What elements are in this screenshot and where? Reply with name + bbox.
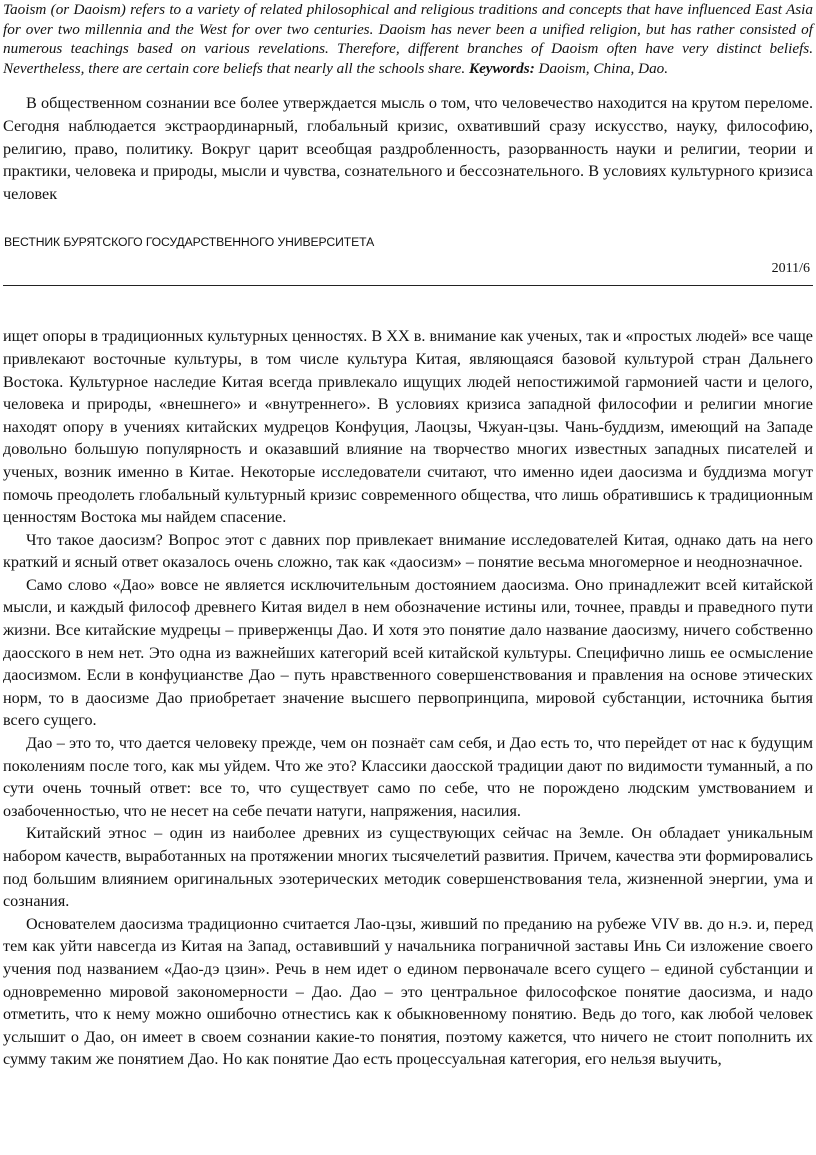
- paragraph-continuation: ищет опоры в традиционных культурных ценностях. В XX в. внимание как ученых, так и «простых людей» все чаще привлекают восточные культуры, в том числе культура Китая, являющаяся базовой культурой стран Дальнего Востока. Культурное наследие Китая всегда привлекало ищущих людей непостижимой гармонией части и целого, человека и природы, «внешнего» и «внутреннего». В условиях кризиса западной философии и религии многие находят опору в учениях китайских мудрецов Конфуция, Лаоцзы, Чжуан-цзы. Чань-буддизм, имеющий на Западе довольно большую популярность и оказавший влияние на творчество многих известных западных писателей и ученых, возник именно в Китае. Некоторые исследователи считают, что именно идеи даосизма и буддизма могут помочь преодолеть глобальный культурный кризис современного общества, что лишь обратившись к традиционным ценностям Востока мы найдем спасение.: [3, 327, 813, 527]
- paragraph-what-is-daoism: Что такое даосизм? Вопрос этот с давних пор привлекает внимание исследователей Китая, однако дать на него краткий и ясный ответ оказалось очень сложно, так как «даосизм» – понятие весьма многомерное и неоднозначное.: [3, 530, 813, 572]
- paragraph-dao-given: Дао – это то, что дается человеку прежде, чем он познаёт сам себя, и Дао есть то, что перейдет от нас к будущим поколениям после того, как мы уйдем. Что же это? Классики даосской традиции дают по видимости туманный, а по сути очень точный ответ: все то, что существует само по себе, что не порождено людским умствованием и озабоченностью, что не несет на себе печати натуги, напряжения, насилия.: [3, 734, 813, 820]
- header-divider: [3, 285, 813, 286]
- intro-paragraph: В общественном сознании все более утверждается мысль о том, что человечество находится на крутом переломе. Сегодня наблюдается экстраординарный, глобальный кризис, охвативший сразу искусство, науку, философию, религию, право, политику. Вокруг царит всеобщая раздробленность, разорванность науки и религии, теории и практики, человека и природы, мысли и чувства, сознательного и бессознательного. В условиях культурного кризиса человек: [3, 94, 813, 203]
- english-abstract: [3, 0, 813, 78]
- keywords-list: Daoism, China, Dao.: [538, 59, 669, 77]
- keywords-label: Keywords:: [468, 59, 535, 77]
- issue-number: 2011/6: [771, 261, 810, 277]
- article-body: [3, 325, 813, 1071]
- paragraph-lao-tzu: Основателем даосизма традиционно считается Лао-цзы, живший по преданию на рубеже VIV вв. до н.э. и, перед тем как уйти навсегда из Китая на Запад, оставивший у начальника пограничной заставы Инь Си изложение своего учения под названием «Дао-дэ цзин». Речь в нем идет о едином первоначале всего сущего – единой субстанции и одновременно мировой закономерности – Дао. Дао – это центральное философское понятие даосизма, и надо отметить, что к нему можно ошибочно отнестись как к обыкновенному понятию. Ведь до того, как любой человек услышит о Дао, он имеет в своем сознании какие-то понятия, поэтому кажется, что ничего не стоит пополнить их сумму таким же понятием Дао. Но как понятие Дао есть процессуальная категория, его нельзя выучить,: [3, 914, 813, 1069]
- paragraph-chinese-ethnos: Китайский этнос – один из наиболее древних из существующих сейчас на Земле. Он обладает уникальным набором качеств, выработанных на протяжении многих тысячелетий развития. Причем, качества эти формировались под большим влиянием оригинальных эзотерических методик совершенствования тела, жизненной энергии, ума и сознания.: [3, 824, 813, 911]
- paragraph-word-dao: Само слово «Дао» вовсе не является исключительным достоянием даосизма. Оно принадлежит всей китайской мысли, и каждый философ древнего Китая видел в нем обозначение истины или, точнее, правды и праведного пути жизни. Все китайские мудрецы – приверженцы Дао. И хотя это понятие дало название даосизму, ничего собственно даосского в нем нет. Это одна из важнейших категорий всей китайской культуры. Специфично лишь ее осмысление даосизмом. Если в конфуцианстве Дао – путь нравственного совершенствования и правления на основе этических норм, то в даосизме Дао приобретает значение высшего первопринципа, мировой субстанции, источника бытия всего сущего.: [3, 575, 813, 730]
- journal-title: ВЕСТНИК БУРЯТСКОГО ГОСУДАРСТВЕННОГО УНИВЕРСИТЕТА: [4, 235, 375, 250]
- running-header: [3, 227, 813, 289]
- abstract-text: Taoism (or Daoism) refers to a variety of related philosophical and religious traditions and concepts that have influenced East Asia for over two millennia and the West for over two centuries. Daoism has never been a unified religion, but has rather consisted of numerous teachings based on various revelations. Therefore, different branches of Daoism often have very distinct beliefs. Nevertheless, there are certain core beliefs that nearly all the schools share.: [3, 1, 813, 77]
